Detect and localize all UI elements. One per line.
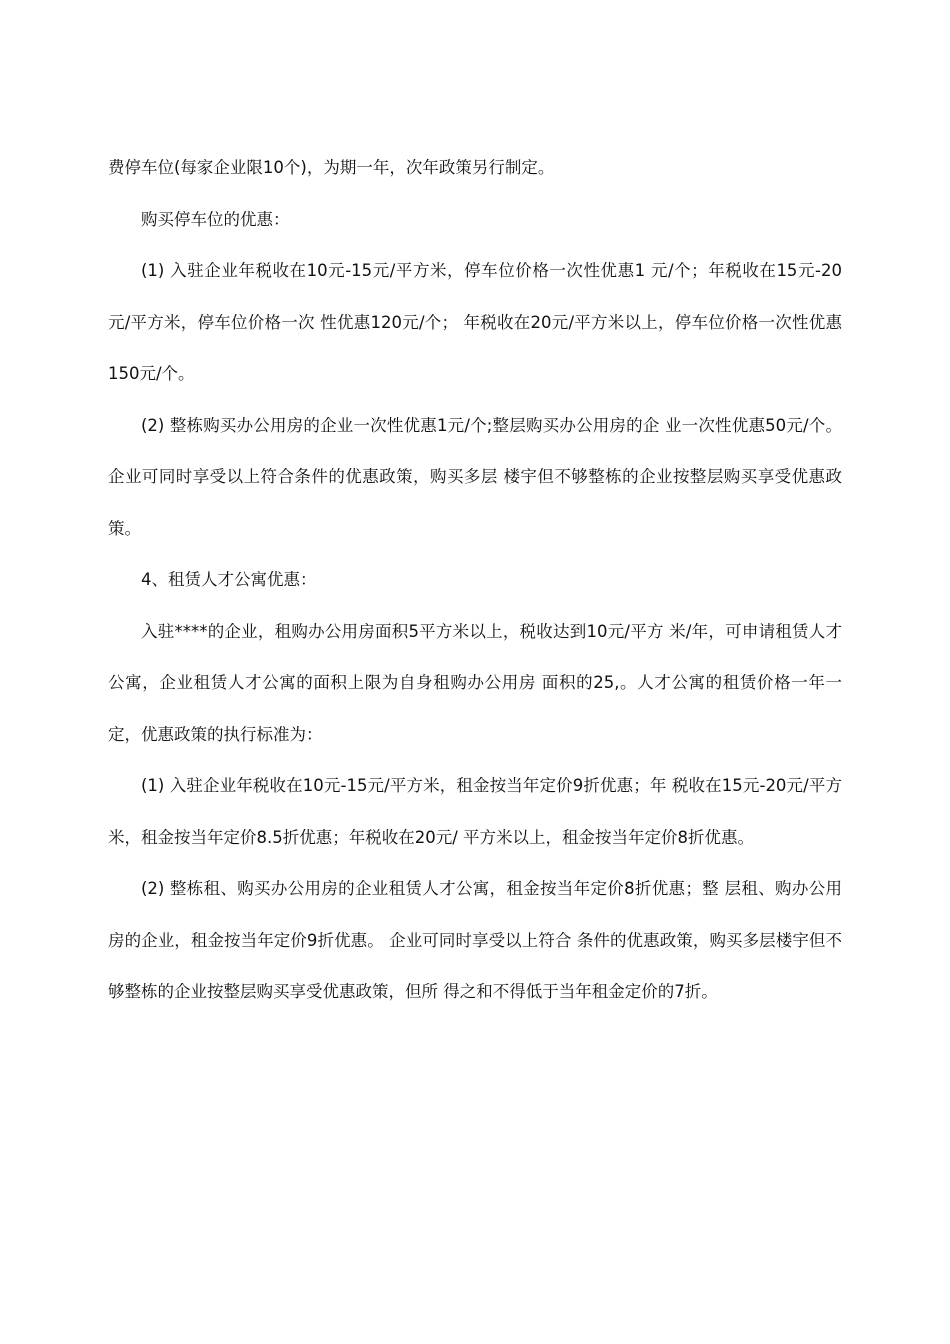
document-body [108, 142, 842, 1018]
paragraph-parking-continuation: 费停车位(每家企业限10个)，为期一年，次年政策另行制定。 [108, 158, 555, 177]
paragraph-talent-apartment-tax-tiers: (1) 入驻企业年税收在10元-15元/平方米，租金按当年定价9折优惠；年 税收在15元-20元/平方米，租金按当年定价8.5折优惠；年税收在20元/ 平方米以上，租金按当年定价8折优惠。 [108, 776, 842, 847]
paragraph-talent-apartment-whole-building: (2) 整栋租、购买办公用房的企业租赁人才公寓，租金按当年定价8折优惠；整 层租、购办公用房的企业，租金按当年定价9折优惠。 企业可同时享受以上符合 条件的优惠政策，购买多层楼宇但不够整栋的企业按整层购买享受优惠政策，但所 得之和不得低于当年租金定价的7折。 [108, 879, 842, 1001]
paragraph-talent-apartment-eligibility: 入驻****的企业，租购办公用房面积5平方米以上，税收达到10元/平方 米/年，可申请租赁人才公寓，企业租赁人才公寓的面积上限为自身租购办公用房 面积的25,。人才公寓的租赁价格一年一定，优惠政策的执行标准为： [108, 621, 842, 744]
paragraph-parking-purchase-heading: 购买停车位的优惠： [141, 209, 290, 229]
section-heading-talent-apartment: 4、租赁人才公寓优惠： [141, 570, 317, 589]
paragraph-parking-tax-tiers: (1) 入驻企业年税收在10元-15元/平方米，停车位价格一次性优惠1 元/个；年税收在15元-20元/平方米，停车位价格一次 性优惠120元/个； 年税收在20元/平方米以上，停车位价格一次性优惠150元/个。 [108, 261, 842, 383]
paragraph-parking-whole-building: (2) 整栋购买办公用房的企业一次性优惠1元/个;整层购买办公用房的企 业一次性优惠50元/个。企业可同时享受以上符合条件的优惠政策，购买多层 楼宇但不够整栋的企业按整层购买享受优惠政策。 [108, 415, 842, 538]
